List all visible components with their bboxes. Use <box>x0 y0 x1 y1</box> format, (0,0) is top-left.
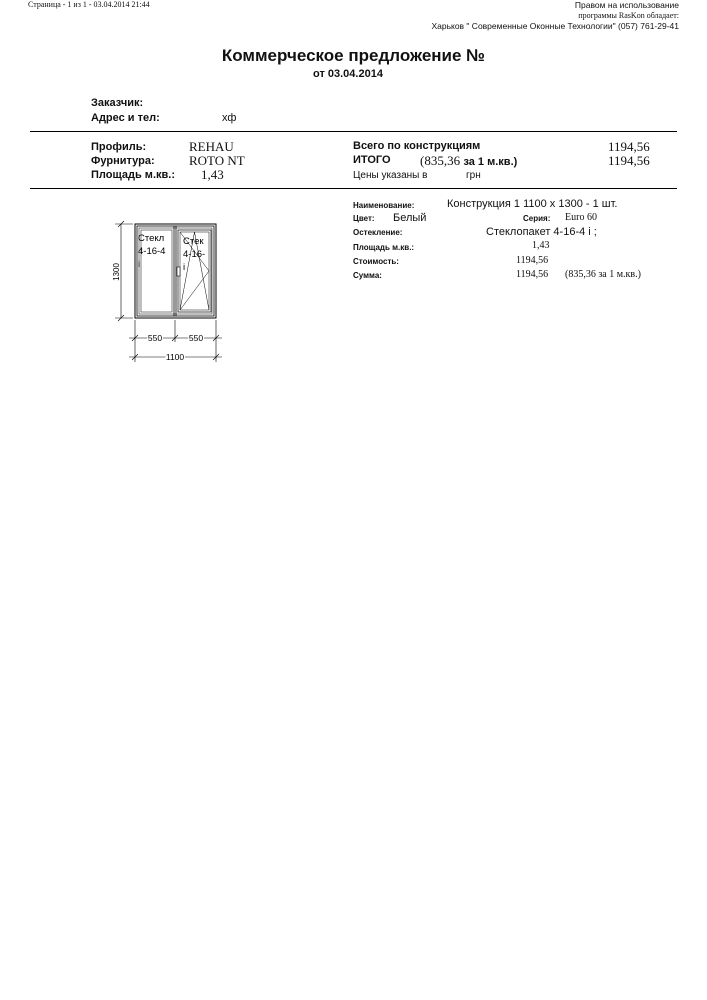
address-value: хф <box>222 112 237 124</box>
left-glass-label-1: Стекл <box>138 233 165 244</box>
address-label: Адрес и тел: <box>91 112 160 124</box>
color-value: Белый <box>393 212 427 224</box>
construction-area-value: 1,43 <box>532 240 550 251</box>
total-label: ИТОГО <box>353 154 391 166</box>
profile-value: REHAU <box>189 139 234 154</box>
total-value: 1194,56 <box>608 153 650 168</box>
sum-value: 1194,56 <box>516 269 549 280</box>
left-glass-label-3: i <box>138 259 141 270</box>
page-info: Страница - 1 из 1 - 03.04.2014 21:44 <box>28 0 150 9</box>
window-drawing <box>105 212 235 372</box>
sum-per-sqm: (835,36 за 1 м.кв.) <box>565 269 641 280</box>
area-value: 1,43 <box>201 167 224 182</box>
cost-label: Стоимость: <box>353 257 399 266</box>
total-width-dim-label: 1100 <box>165 352 185 362</box>
area-label: Площадь м.кв.: <box>91 169 175 181</box>
copyright-line-1: Правом на использование <box>574 0 679 10</box>
glazing-label: Остекление: <box>353 228 403 237</box>
divider-middle <box>30 188 677 189</box>
copyright-line-2: программы RasKon обладает: <box>578 11 679 20</box>
right-glass-label-2: 4-16- <box>183 249 206 260</box>
divider-top <box>30 131 677 132</box>
per-sqm-suffix: за 1 м.кв.) <box>463 156 518 168</box>
sum-label: Сумма: <box>353 271 382 280</box>
per-sqm-prefix: (835,36 <box>420 153 461 168</box>
color-label: Цвет: <box>353 214 375 223</box>
hardware-label: Фурнитура: <box>91 155 155 167</box>
construction-area-label: Площадь м.кв.: <box>353 243 415 252</box>
height-dim-label: 1300 <box>112 263 121 281</box>
prices-note: Цены указаны в <box>353 170 428 181</box>
page-title: Коммерческое предложение № <box>221 46 486 65</box>
right-glass-label-1: Стек <box>183 236 204 247</box>
company-line: Харьков " Современные Оконные Технологии" (057) 761-29-41 <box>431 21 679 31</box>
glazing-value: Стеклопакет 4-16-4 i ; <box>486 226 597 238</box>
construction-name-label: Наименование: <box>353 201 415 210</box>
series-label: Серия: <box>523 214 551 223</box>
width-left-dim-label: 550 <box>147 333 163 343</box>
client-label: Заказчик: <box>91 97 144 109</box>
width-right-dim-label: 550 <box>188 333 204 343</box>
series-value: Euro 60 <box>565 212 597 223</box>
offer-date-text: от 03.04.2014 <box>313 68 383 80</box>
left-glass-label-2: 4-16-4 <box>138 246 166 257</box>
total-constructions-value: 1194,56 <box>608 139 650 154</box>
total-constructions-label: Всего по конструкциям <box>353 140 481 152</box>
per-sqm <box>420 153 517 169</box>
hardware-value: ROTO NT <box>189 153 245 168</box>
currency: грн <box>466 170 481 181</box>
cost-value: 1194,56 <box>516 255 549 266</box>
right-glass-label-3: i <box>183 262 186 273</box>
profile-label: Профиль: <box>91 141 147 153</box>
offer-date <box>313 66 383 81</box>
construction-name-value: Конструкция 1 1100 х 1300 - 1 шт. <box>447 198 618 210</box>
